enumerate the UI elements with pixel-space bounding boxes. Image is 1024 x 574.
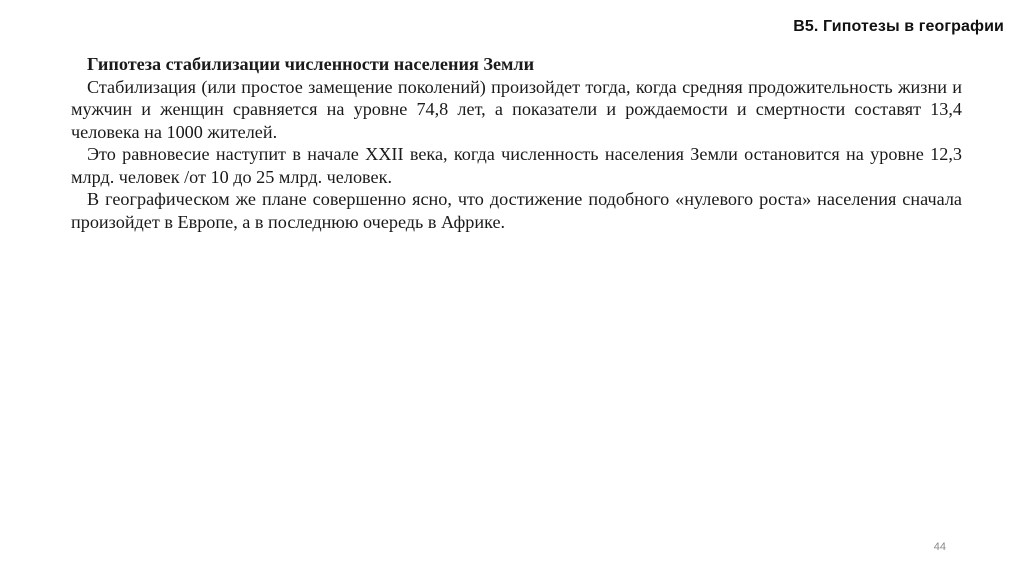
paragraph-stabilization: Стабилизация (или простое замещение поколений) произойдет тогда, когда средняя продожительность жизни и мужчин и женщин сравняется на уровне 74,8 лет, а показатели и рождаемости и смертности составят 13,4 человека на 1000 жителей. [71, 76, 962, 142]
paragraph-geography: В географическом же плане совершенно ясно, что достижение подобного «нулевого роста» населения сначала произойдет в Европе, а в последнюю очередь в Африке. [71, 189, 962, 232]
slide-heading: Гипотеза стабилизации численности населения Земли [87, 54, 535, 74]
page-number: 44 [933, 541, 946, 553]
paragraph-equilibrium: Это равновесие наступит в начале XXII века, когда численность населения Земли остановится на уровне 12,3 млрд. человек /от 10 до 25 млрд. человек. [71, 144, 962, 187]
section-title: В5. Гипотезы в географии [793, 18, 1004, 35]
slide-content [71, 53, 962, 233]
